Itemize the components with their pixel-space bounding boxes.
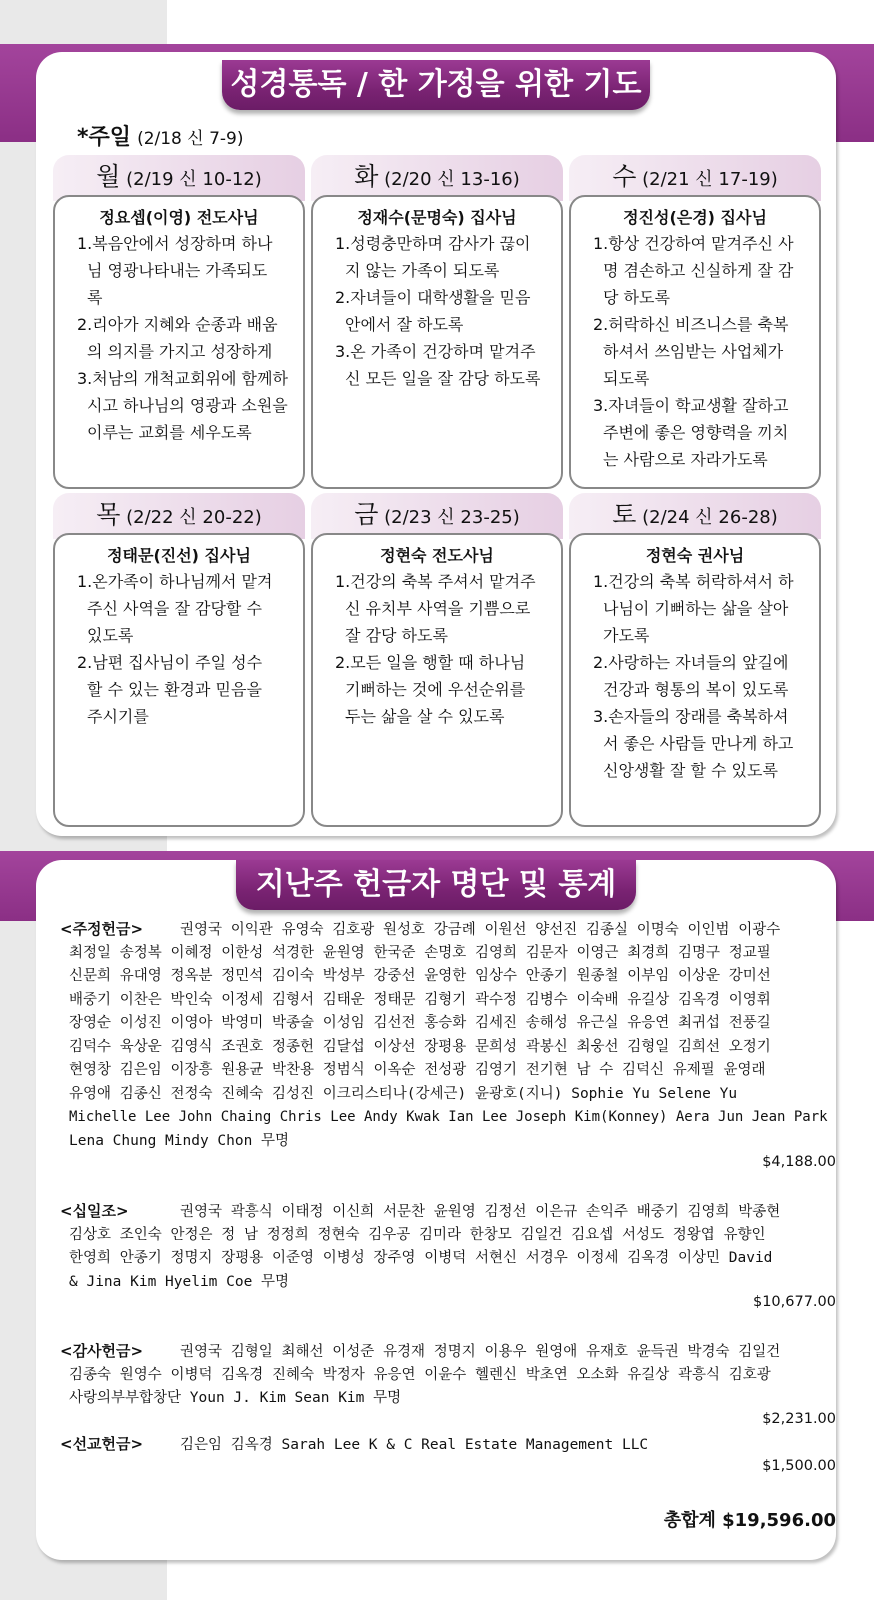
prayer-item-line: 되도록: [603, 369, 650, 388]
prayer-item-line: 명 겸손하고 신실하게 잘 감: [603, 261, 794, 280]
prayer-item-line: 기뻐하는 것에 우선순위를: [345, 680, 526, 699]
prayer-item-line: 2.리아가 지혜와 순종과 배움: [77, 315, 278, 334]
prayer-items: [313, 568, 561, 730]
prayer-item: [335, 230, 561, 284]
prayer-items: [571, 230, 819, 473]
prayer-item: [335, 338, 561, 392]
day-ref: (2/23 신 23-25): [384, 507, 520, 528]
prayer-card: [53, 195, 305, 489]
offering-row: [60, 1200, 835, 1224]
prayer-item-line: 님 영광나타내는 가족되도: [87, 261, 268, 280]
offering-names: 유영애 김종신 전정숙 진혜숙 김성진 이크리스티나(강세근) 윤광호(지니) Sophie Yu Selene Yu: [69, 1085, 738, 1102]
offering-row: [60, 1271, 835, 1295]
offering-amount: $4,188.00: [762, 1154, 836, 1170]
prayer-item: [593, 568, 819, 649]
prayer-item-line: 서 좋은 사람들 만나게 하고: [603, 734, 794, 753]
offering-amount: $1,500.00: [762, 1458, 836, 1474]
prayer-item: [335, 284, 561, 338]
offering-names: 현영창 김은임 이장흥 원용균 박찬용 정범식 이옥순 전성광 김영기 전기현 남 수 김덕신 유제필 윤영래: [69, 1062, 766, 1078]
prayer-item: [335, 568, 561, 649]
offering-names: Lena Chung Mindy Chon 무명: [69, 1132, 290, 1149]
prayer-family-name: 정재수(문명숙) 집사님: [357, 208, 517, 227]
offering-row: [60, 942, 835, 966]
offering-group: [60, 1433, 835, 1457]
offering-names: 김덕수 육상운 김영식 조권호 정종헌 김달섭 이상선 장평용 문희성 곽봉신 최웅선 김형일 김희선 오정기: [69, 1038, 771, 1055]
prayer-item-line: 하셔서 쓰임받는 사업체가: [603, 342, 784, 361]
prayer-item-line: 2.자녀들이 대학생활을 믿음: [335, 288, 531, 307]
prayer-item-line: 신 유치부 사역을 기쁨으로: [345, 599, 531, 618]
offering-row: [60, 965, 835, 989]
prayer-item-line: 3.처남의 개척교회위에 함께하: [77, 369, 288, 388]
prayer-card: [569, 195, 821, 489]
prayer-item-line: 록: [87, 288, 103, 307]
day-ref: (2/21 신 17-19): [642, 169, 778, 190]
prayer-item-line: 3.손자들의 장래를 축복하셔: [593, 707, 789, 726]
sunday-label: *주일: [77, 125, 132, 150]
prayer-item-line: 1.건강의 축복 주셔서 맡겨주: [335, 572, 536, 591]
prayer-item-line: 당 하도록: [603, 288, 670, 307]
offering-names: 김은임 김옥경 Sarah Lee K & C Real Estate Management LLC: [180, 1437, 649, 1453]
offering-label: <주정헌금>: [60, 920, 144, 938]
offering-names: 권영국 김형일 최해선 이성준 유경재 정명지 이용우 원영애 유재호 윤득권 박경숙 김일건: [180, 1344, 781, 1360]
prayer-item-line: 1.성령충만하며 감사가 끊이: [335, 234, 531, 253]
prayer-item-line: 두는 삶을 살 수 있도록: [345, 707, 505, 726]
offering-group: [60, 1200, 835, 1294]
offering-names: 권영국 곽흥식 이태정 이신희 서문찬 윤원영 김정선 이은규 손익주 배중기 김영희 박종현: [180, 1204, 781, 1220]
offering-row: [60, 1364, 835, 1388]
prayer-item-line: 신앙생활 잘 할 수 있도록: [603, 761, 778, 780]
day-ref: (2/19 신 10-12): [126, 169, 262, 190]
prayer-item-line: 가도록: [603, 626, 650, 645]
prayer-item-line: 있도록: [87, 626, 134, 645]
day-ref: (2/20 신 13-16): [384, 169, 520, 190]
prayer-item-line: 1.건강의 축복 허락하셔서 하: [593, 572, 794, 591]
prayer-item-line: 시고 하나님의 영광과 소원을: [87, 396, 288, 415]
grand-total: 총합계 $19,596.00: [663, 1510, 836, 1531]
offering-names: & Jina Kim Hyelim Coe 무명: [69, 1273, 290, 1290]
prayer-item-line: 안에서 잘 하도록: [345, 315, 464, 334]
offering-row: [60, 1224, 835, 1248]
offering-amount: $10,677.00: [752, 1294, 836, 1310]
prayer-item-line: 1.항상 건강하여 맡겨주신 사: [593, 234, 794, 253]
prayer-items: [571, 568, 819, 784]
prayer-item: [335, 649, 561, 730]
prayer-family-name: 정현숙 전도사님: [380, 546, 494, 565]
prayer-item-line: 의 의지를 가지고 성장하게: [87, 342, 273, 361]
day-name: 토: [612, 500, 637, 529]
day-name: 목: [96, 500, 121, 529]
section2-title: [236, 860, 636, 910]
offering-names: 최정일 송정복 이혜정 이한성 석경한 윤원영 한국준 손명호 김영희 김문자 이영근 최경희 김명구 정교필: [69, 944, 771, 961]
offering-group: [60, 918, 835, 1153]
prayer-item-line: 지 않는 가족이 되도록: [345, 261, 500, 280]
offering-names: 김상호 조인숙 안정은 정 남 정정희 정현숙 김우공 김미라 한창모 김일건 김요셉 서성도 정왕엽 유향인: [69, 1226, 766, 1243]
prayer-item-line: 3.자녀들이 학교생활 잘하고: [593, 396, 789, 415]
offering-label: <선교헌금>: [60, 1435, 144, 1453]
prayer-items: [55, 568, 303, 730]
prayer-item: [593, 649, 819, 703]
offering-row: [60, 1247, 835, 1271]
prayer-item-line: 는 사람으로 자라가도록: [603, 450, 768, 469]
section1-title: [222, 60, 650, 110]
offering-row: [60, 1059, 835, 1083]
prayer-items: [55, 230, 303, 446]
prayer-item: [593, 230, 819, 311]
offering-row: [60, 918, 835, 942]
prayer-card: [311, 195, 563, 489]
offering-label: <감사헌금>: [60, 1342, 144, 1360]
prayer-item-line: 2.남편 집사님이 주일 성수: [77, 653, 263, 672]
prayer-card: [53, 533, 305, 827]
prayer-item-line: 3.온 가족이 건강하며 맡겨주: [335, 342, 536, 361]
prayer-item: [593, 703, 819, 784]
day-name: 금: [354, 500, 379, 529]
prayer-item-line: 2.모든 일을 행할 때 하나님: [335, 653, 526, 672]
day-ref: (2/24 신 26-28): [642, 507, 778, 528]
offering-row: [60, 1387, 835, 1411]
offering-names: 사랑의부부합창단 Youn J. Kim Sean Kim 무명: [69, 1390, 402, 1406]
prayer-item-line: 1.복음안에서 성장하며 하나: [77, 234, 273, 253]
offering-row: [60, 1433, 835, 1457]
prayer-item-line: 할 수 있는 환경과 믿음을: [87, 680, 262, 699]
offering-row: [60, 989, 835, 1013]
offering-names: Michelle Lee John Chaing Chris Lee Andy Kwak Ian Lee Joseph Kim(Konney) Aera Jun Jean Park: [69, 1109, 828, 1125]
prayer-card: [569, 533, 821, 827]
prayer-item: [77, 568, 303, 649]
prayer-card: [311, 533, 563, 827]
offering-names: 장영순 이성진 이영아 박영미 박종술 이성임 김선전 홍승화 김세진 송해성 유근실 유응연 최귀섭 전풍길: [69, 1015, 771, 1031]
section2-title-text: 지난주 헌금자 명단 및 통계: [255, 867, 617, 902]
prayer-item-line: 이루는 교회를 세우도록: [87, 423, 252, 442]
prayer-item: [77, 365, 303, 446]
offering-row: [60, 1083, 835, 1107]
prayer-item-line: 신 모든 일을 잘 감당 하도록: [345, 369, 541, 388]
prayer-item: [77, 649, 303, 730]
sunday-ref: (2/18 신 7-9): [137, 129, 244, 149]
offering-names: 신문희 유대영 정옥분 정민석 김이숙 박성부 강중선 윤영한 임상수 안종기 원종철 이부임 이상운 강미선: [69, 968, 771, 984]
offering-row: [60, 1036, 835, 1060]
offering-label: <십일조>: [60, 1202, 129, 1220]
prayer-items: [313, 230, 561, 392]
offering-amount: $2,231.00: [762, 1411, 836, 1427]
offering-names: 권영국 이익관 유영숙 김호광 원성호 강금례 이원선 양선진 김종실 이명숙 이인범 이광수: [180, 922, 781, 938]
day-name: 수: [612, 162, 637, 191]
prayer-item-line: 2.허락하신 비즈니스를 축복: [593, 315, 789, 334]
offering-row: [60, 1012, 835, 1036]
offering-names: 김종숙 원영수 이병덕 김옥경 진혜숙 박정자 유응연 이윤수 헬렌신 박초연 오소화 유길상 곽흥식 김호광: [69, 1366, 771, 1383]
prayer-item-line: 잘 감당 하도록: [345, 626, 448, 645]
prayer-family-name: 정현숙 권사님: [645, 546, 745, 565]
prayer-family-name: 정요셉(이영) 전도사님: [99, 208, 259, 227]
prayer-item-line: 2.사랑하는 자녀들의 앞길에: [593, 653, 789, 672]
prayer-item-line: 건강과 형통의 복이 있도록: [603, 680, 789, 699]
prayer-item: [77, 311, 303, 365]
day-ref: (2/22 신 20-22): [126, 507, 262, 528]
prayer-item: [593, 392, 819, 473]
prayer-item-line: 주신 사역을 잘 감당할 수: [87, 599, 262, 618]
offering-names: 한영희 안종기 정명지 장평용 이준영 이병성 장주영 이병덕 서현신 서경우 이정세 김옥경 이상민 David: [69, 1250, 773, 1266]
prayer-family-name: 정진성(은경) 집사님: [623, 208, 767, 227]
offering-row: [60, 1106, 835, 1130]
prayer-item-line: 나님이 기뻐하는 삶을 살아: [603, 599, 789, 618]
prayer-item: [593, 311, 819, 392]
offering-row: [60, 1340, 835, 1364]
section1-title-text: 성경통독 / 한 가정을 위한 기도: [230, 67, 642, 102]
day-name: 화: [354, 162, 379, 191]
prayer-item-line: 주변에 좋은 영향력을 끼치: [603, 423, 789, 442]
day-name: 월: [96, 162, 121, 191]
offering-names: 배중기 이찬은 박인숙 이정세 김형서 김태운 정태문 김형기 곽수정 김병수 이숙배 유길상 김옥경 이영휘: [69, 991, 771, 1008]
prayer-item: [77, 230, 303, 311]
prayer-family-name: 정태문(진선) 집사님: [107, 546, 251, 565]
prayer-item-line: 1.온가족이 하나님께서 맡겨: [77, 572, 273, 591]
offering-group: [60, 1340, 835, 1411]
prayer-item-line: 주시기를: [87, 707, 149, 726]
offering-row: [60, 1130, 835, 1154]
sunday-reading: [77, 120, 244, 151]
